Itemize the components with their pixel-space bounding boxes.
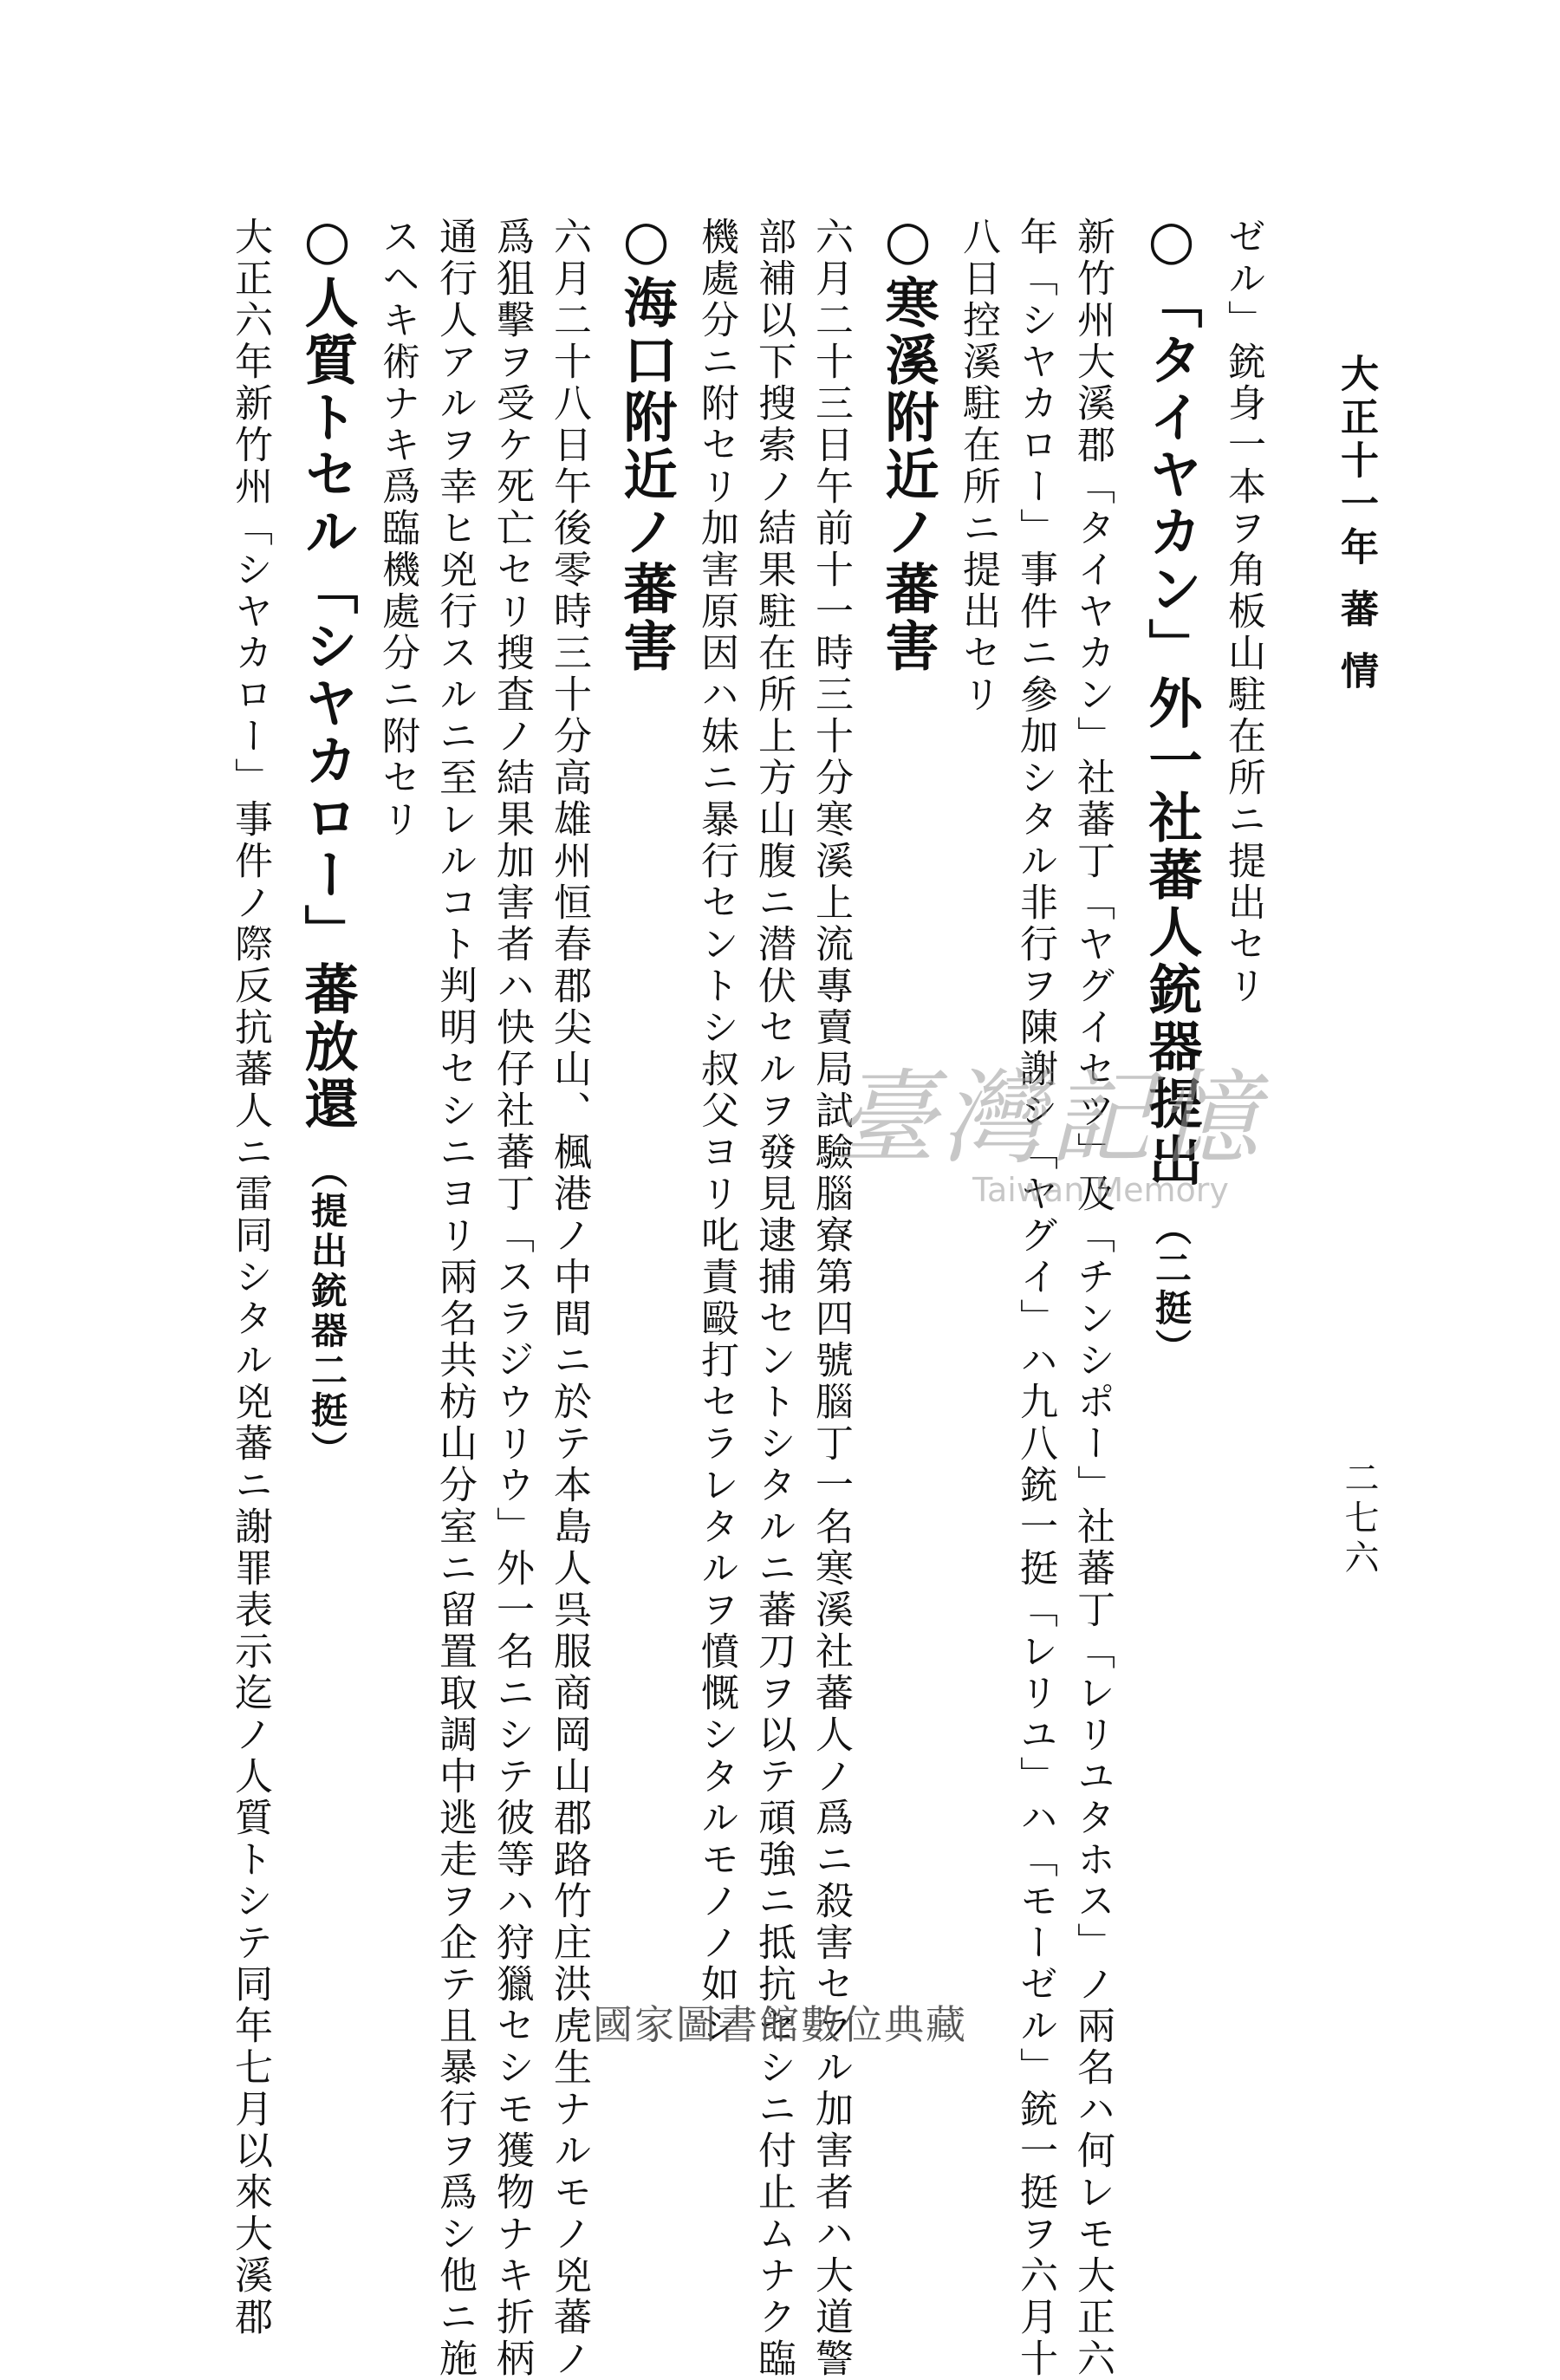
section-heading-note: （提出銃器二挺） (306, 1152, 348, 1471)
column-text: 機處分ニ附セリ加害原因ハ妹ニ暴行セントシ叔父ヨリ叱責毆打セラレタルヲ憤慨シタルモノノ如シ (694, 217, 738, 2047)
running-title (1334, 354, 1378, 694)
column-text: 爲狙擊ヲ受ケ死亡セリ搜査ノ結果加害者ハ快仔社蕃丁「スラジウリウ」外一名ニシテ彼等ハ狩獵セシモ獲物ナキ折柄 (490, 217, 534, 2380)
watermark-subtitle: Taiwan Memory (972, 1171, 1229, 1209)
column-text: 通行人アルヲ幸ヒ兇行スルニ至レルコト判明セシニヨリ兩名共枋山分室ニ留置取調中逃走ヲ企テ且暴行ヲ爲シ他ニ施 (432, 217, 477, 2380)
section-heading-note: （二挺） (1150, 1209, 1193, 1369)
watermark (780, 1036, 1317, 1209)
text-column (375, 217, 419, 841)
text-column (1013, 217, 1057, 2380)
section-heading-text: ○人質トセル「シヤカロー」蕃放還 (296, 208, 359, 1133)
text-column (432, 217, 477, 2380)
column-text: スヘキ術ナキ爲臨機處分ニ附セリ (375, 217, 419, 841)
section-heading (876, 208, 939, 675)
column-text: 大正六年新竹州「シヤカロー」事件ノ際反抗蕃人ニ雷同シタル兇蕃ニ謝罪表示迄ノ人質トシテ同年七月以來大溪郡 (228, 217, 272, 2338)
watermark-logo: 臺灣記憶 (833, 1058, 1264, 1178)
column-text: 六月二十三日午前十一時三十分寒溪上流專賣局試驗腦寮第四號腦丁一名寒溪社蕃人ノ爲ニ殺害セラル加害者ハ大道警 (809, 217, 853, 2380)
column-text: ゼル」銃身一本ヲ角板山駐在所ニ提出セリ (1221, 217, 1265, 1007)
text-column (956, 217, 1000, 716)
section-heading-text: ○海口附近ノ蕃害 (614, 208, 678, 675)
text-column (1221, 217, 1265, 1007)
text-column (1070, 217, 1115, 2380)
running-title-text: 大正十一年 蕃 情 (1334, 354, 1378, 694)
text-column (694, 217, 738, 2047)
column-text: 部補以下搜索ノ結果駐在所上方山腹ニ潜伏セルヲ發見逮捕セントシタルニ蕃刀ヲ以テ頑強ニ抵抗セシニ付止ムナク臨 (751, 217, 796, 2380)
page-number (1339, 1460, 1379, 1579)
section-heading-text: ○寒溪附近ノ蕃害 (876, 208, 939, 675)
column-text: 六月二十八日午後零時三十分高雄州恒春郡尖山、楓港ノ中間ニ於テ本島人呉服商岡山郡路竹庄洪虎生ナルモノ兇蕃ノ (547, 217, 591, 2380)
page-number-text: 二七六 (1339, 1460, 1379, 1579)
text-column (751, 217, 796, 2380)
column-text: 八日控溪駐在所ニ提出セリ (956, 217, 1000, 716)
text-column (809, 217, 853, 2380)
footer-credit: 國家圖書館數位典藏 (593, 2001, 967, 2048)
section-heading (614, 208, 678, 675)
text-column (490, 217, 534, 2380)
section-heading (296, 208, 359, 1471)
section-heading-text: ○「タイヤカン」外一社蕃人銃器提出 (1140, 208, 1203, 1190)
column-text: 年「シヤカロー」事件ニ參加シタル非行ヲ陳謝シ「ヤグイ」ハ九八銃一挺「レリユ」ハ「モーゼル」銃一挺ヲ六月十 (1013, 217, 1057, 2380)
column-text: 新竹州大溪郡「タイヤカン」社蕃丁「ヤグイセツ」及「チンシポー」社蕃丁「レリユタホス」ノ兩名ハ何レモ大正六 (1070, 217, 1115, 2380)
text-column (547, 217, 591, 2380)
